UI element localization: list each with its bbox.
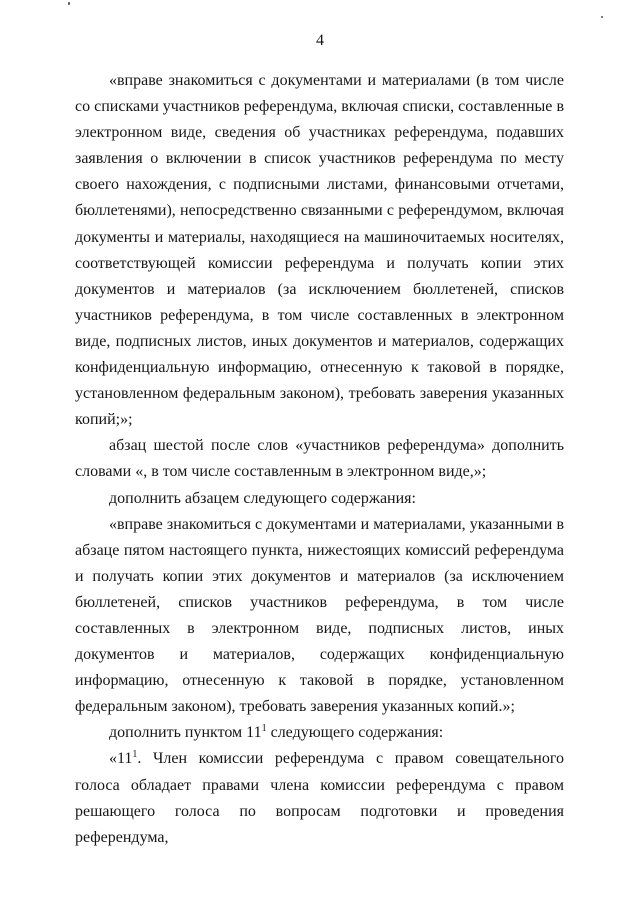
paragraph-add-point (75, 720, 564, 746)
paragraph-add-point-tail: следующего содержания: (266, 724, 444, 742)
paragraph-rights-documents: «вправе знакомиться с документами и материалами (в том числе со списками участников референдума, включая списки, составленные в электронном виде, сведения об участниках референдума, подавших заявления о включении в список участников референдума по месту своего нахождения, с подписными листами, финансовыми отчетами, бюллетенями), непосредственно связанными с референдумом, включая документы и материалы, находящиеся на машиночитаемых носителях, соответствующей комиссии референдума и получать копии этих документов и материалов (за исключением бюллетеней, списков участников референдума, в том числе составленных в электронном виде, подписных листов, иных документов и материалов, содержащих конфиденциальную информацию, отнесенную к таковой в порядке, установленном федеральным законом), требовать заверения указанных копий;»; (75, 72, 564, 429)
paragraph-add-point-text: дополнить пунктом 11 (109, 724, 262, 742)
paragraph-point-11-1 (75, 746, 564, 850)
document-body (75, 68, 564, 851)
paragraph-point-tail: . Член комиссии референдума с правом совещательного голоса обладает правами члена комиссии референдума с правом решающего голоса по вопросам подготовки и проведения референдума, (75, 750, 564, 846)
superscript: 1 (261, 723, 267, 735)
scan-speck (68, 2, 70, 5)
page-number: 4 (316, 32, 324, 49)
superscript: 1 (132, 749, 138, 761)
paragraph-abzac-shestoy: абзац шестой после слов «участников референдума» дополнить словами «, в том числе составленным в электронном виде,»; (75, 437, 564, 481)
paragraph-rights-lower-commissions: «вправе знакомиться с документами и материалами, указанными в абзаце пятом настоящего пункта, нижестоящих комиссий референдума и получать копии этих документов и материалов (за исключением бюллетеней, списков участников референдума, в том числе составленных в электронном виде, подписных листов, иных документов и материалов, содержащих конфиденциальную информацию, отнесенную к таковой в порядке, установленном федеральным законом), требовать заверения указанных копий.»; (75, 515, 564, 716)
paragraph-add-abzac: дополнить абзацем следующего содержания: (109, 489, 416, 507)
scan-speck (601, 16, 603, 18)
paragraph-point-text: «11 (109, 750, 133, 768)
